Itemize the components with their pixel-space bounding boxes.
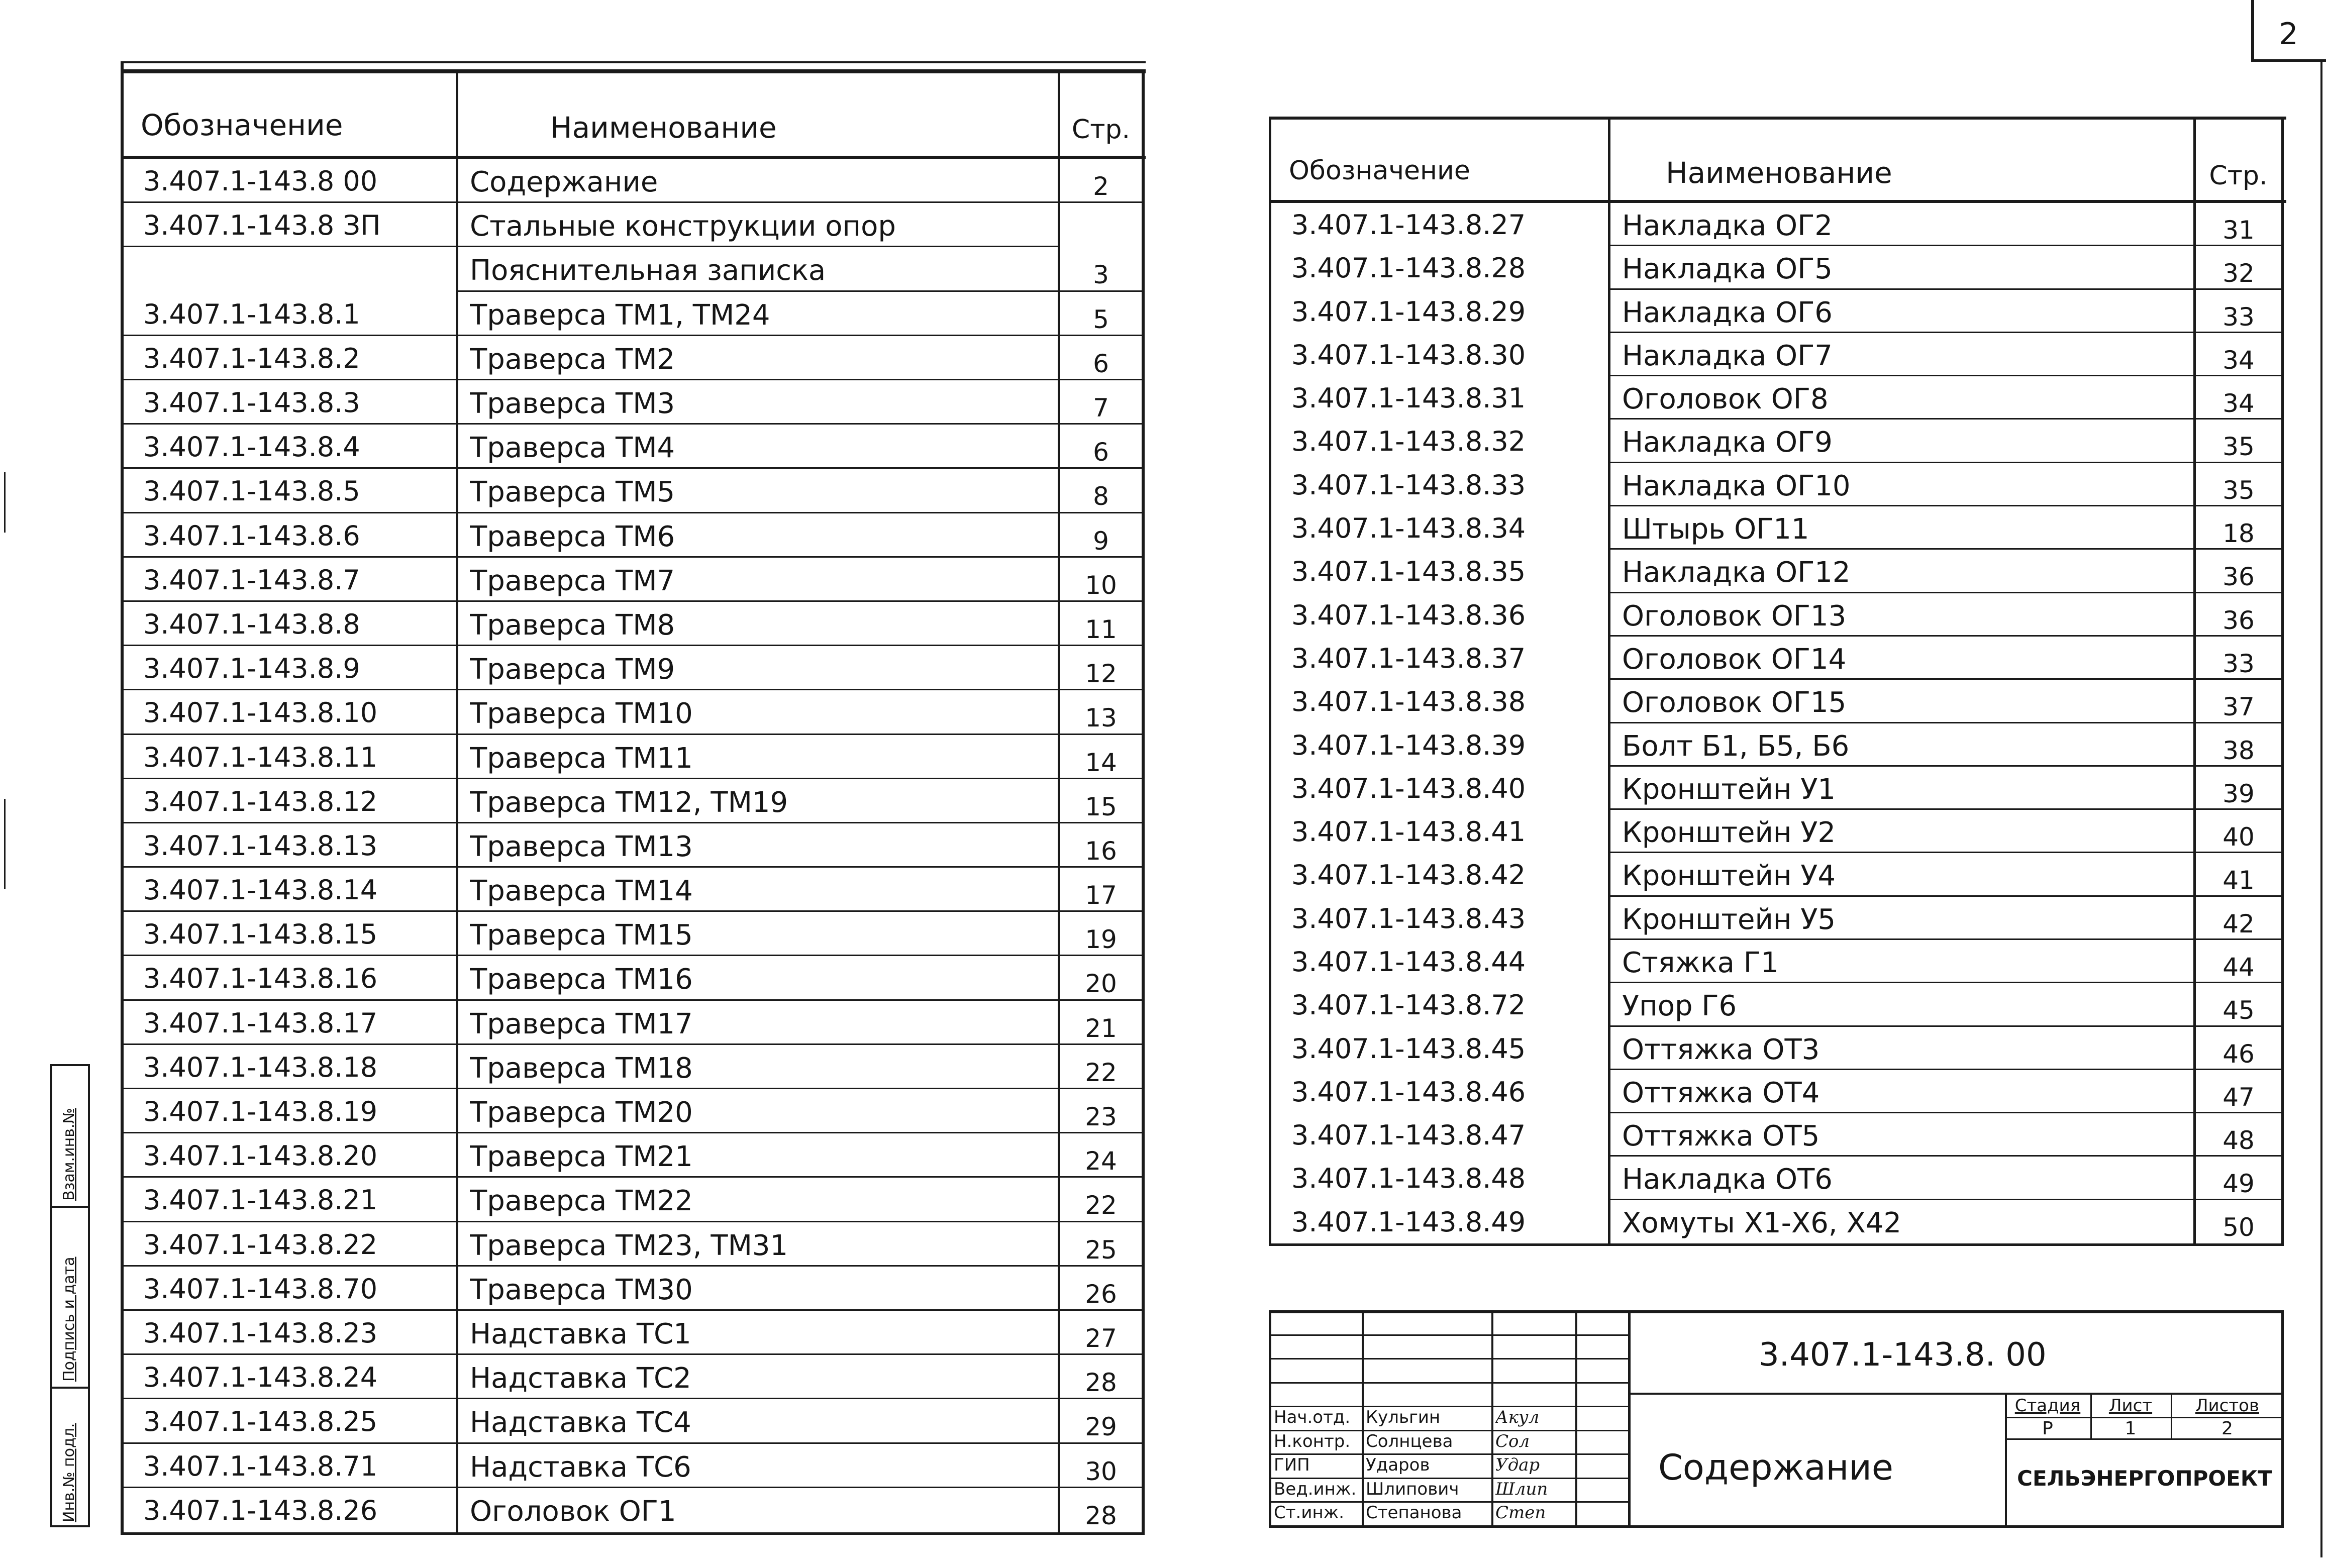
row-code: 3.407.1-143.8.71 [143, 1450, 378, 1482]
row-page: 15 [1085, 792, 1117, 821]
row-page: 46 [2222, 1039, 2255, 1069]
row-code: 3.407.1-143.8.5 [143, 475, 360, 507]
row-page: 45 [2222, 996, 2255, 1025]
row-name: Накладка ОГ5 [1622, 253, 1833, 286]
row-page: 11 [1085, 614, 1117, 644]
row-code: 3.407.1-143.8.36 [1291, 599, 1526, 631]
signer-signature: Сол [1495, 1431, 1530, 1451]
row-page: 31 [2222, 216, 2255, 245]
row-page: 32 [2222, 259, 2255, 288]
row-name: Надставка ТС6 [470, 1450, 691, 1484]
row-page: 17 [1085, 881, 1117, 910]
row-name: Траверса ТМ9 [470, 653, 675, 686]
row-page: 39 [2222, 779, 2255, 808]
row-name: Надставка ТС1 [470, 1318, 691, 1351]
row-code: 3.407.1-143.8.43 [1291, 902, 1526, 934]
row-page: 50 [2222, 1212, 2255, 1242]
row-name: Накладка ОГ2 [1622, 210, 1833, 242]
row-page: 19 [1085, 925, 1117, 955]
signer-role: Н.контр. [1274, 1431, 1351, 1451]
row-page: 8 [1093, 482, 1109, 511]
row-name: Накладка ОГ12 [1622, 556, 1851, 589]
row-code: 3.407.1-143.8.38 [1291, 686, 1526, 718]
row-page: 7 [1093, 393, 1109, 423]
row-code: 3.407.1-143.8.23 [143, 1317, 378, 1349]
row-page: 18 [2222, 519, 2255, 549]
row-name: Траверса ТМ20 [470, 1096, 693, 1129]
row-page: 9 [1093, 526, 1109, 556]
signer-name: Кульгин [1366, 1407, 1441, 1428]
row-code: 3.407.1-143.8.22 [143, 1228, 378, 1261]
row-page: 34 [2222, 345, 2255, 375]
stage-value: Р [2042, 1418, 2053, 1439]
row-code: 3.407.1-143.8.27 [1291, 209, 1526, 241]
signer-role: Ст.инж. [1274, 1503, 1345, 1523]
row-code: 3.407.1-143.8.32 [1291, 426, 1526, 458]
signer-name: Солнцева [1366, 1431, 1453, 1451]
row-page: 26 [1085, 1279, 1117, 1309]
row-code: 3.407.1-143.8.17 [143, 1007, 378, 1039]
row-code: 3.407.1-143.8.14 [143, 874, 378, 906]
row-name: Болт Б1, Б5, Б6 [1622, 729, 1850, 763]
signer-signature: Степ [1495, 1503, 1546, 1523]
row-code: 3.407.1-143.8.25 [143, 1406, 378, 1438]
row-name: Траверса ТМ5 [470, 476, 675, 509]
sheets-value: 2 [2221, 1418, 2233, 1439]
document-code: 3.407.1-143.8. 00 [1759, 1336, 2047, 1374]
row-name: Траверса ТМ30 [470, 1273, 693, 1306]
document-title: Содержание [1658, 1447, 1893, 1488]
row-name: Траверса ТМ6 [470, 520, 675, 553]
row-name: Оголовок ОГ1 [470, 1495, 676, 1528]
row-name: Накладка ОГ9 [1622, 426, 1833, 459]
row-name: Оттяжка ОТ3 [1622, 1033, 1820, 1066]
signer-signature: Акул [1495, 1407, 1540, 1428]
row-name: Траверса ТМ14 [470, 875, 693, 908]
row-name: Кронштейн У5 [1622, 903, 1836, 936]
signer-name: Шлипович [1366, 1479, 1459, 1499]
row-page: 35 [2222, 475, 2255, 505]
row-name: Траверса ТМ8 [470, 608, 675, 642]
row-page: 13 [1085, 703, 1117, 733]
row-page: 28 [1085, 1368, 1117, 1398]
row-code: 3.407.1-143.8.45 [1291, 1032, 1526, 1065]
row-name: Надставка ТС4 [470, 1406, 691, 1439]
sheet-number: 2 [2279, 17, 2298, 52]
row-code: 3.407.1-143.8.9 [143, 653, 360, 685]
row-page: 25 [1085, 1235, 1117, 1265]
row-name: Траверса ТМ13 [470, 830, 693, 863]
row-name: Траверса ТМ18 [470, 1052, 693, 1085]
row-page: 44 [2222, 952, 2255, 982]
row-name: Стяжка Г1 [1622, 946, 1779, 979]
row-page: 36 [2222, 562, 2255, 592]
signer-name: Ударов [1366, 1455, 1430, 1476]
row-code: 3.407.1-143.8.1 [143, 298, 360, 330]
row-code: 3.407.1-143.8.49 [1291, 1206, 1526, 1238]
row-name: Кронштейн У1 [1622, 773, 1836, 806]
row-name: Оголовок ОГ13 [1622, 599, 1847, 633]
row-page: 2 [1093, 172, 1109, 201]
row-page: 40 [2222, 822, 2255, 852]
side-inv-orig: Инв.№ подл. [60, 1423, 78, 1522]
organization-name: СЕЛЬЭНЕРГОПРОЕКТ [2017, 1466, 2272, 1491]
row-code: 3.407.1-143.8.44 [1291, 946, 1526, 978]
row-code: 3.407.1-143.8.16 [143, 963, 378, 995]
row-code: 3.407.1-143.8.15 [143, 918, 378, 951]
row-name: Траверса ТМ2 [470, 343, 675, 376]
row-page: 38 [2222, 736, 2255, 765]
row-code: 3.407.1-143.8.46 [1291, 1076, 1526, 1108]
right-header-code: Обозначение [1289, 156, 1470, 186]
row-code: 3.407.1-143.8.72 [1291, 989, 1526, 1021]
left-header-page: Стр. [1071, 115, 1131, 145]
sheets-label: Листов [2195, 1396, 2259, 1416]
row-name: Накладка ОТ6 [1622, 1163, 1833, 1196]
row-code: 3.407.1-143.8.3 [143, 386, 360, 419]
row-code: 3.407.1-143.8.28 [1291, 252, 1526, 284]
row-name: Оттяжка ОТ4 [1622, 1076, 1820, 1109]
row-code: 3.407.1-143.8.11 [143, 741, 378, 773]
row-name: Траверса ТМ15 [470, 919, 693, 952]
row-page: 42 [2222, 909, 2255, 938]
row-code: 3.407.1-143.8.7 [143, 564, 360, 596]
row-code: 3.407.1-143.8.48 [1291, 1163, 1526, 1195]
row-code: 3.407.1-143.8.33 [1291, 469, 1526, 501]
row-page: 24 [1085, 1146, 1117, 1176]
row-page: 22 [1085, 1191, 1117, 1220]
row-code: 3.407.1-143.8.40 [1291, 772, 1526, 804]
row-name: Оттяжка ОТ5 [1622, 1120, 1820, 1153]
row-name: Траверса ТМ22 [470, 1185, 693, 1218]
row-code: 3.407.1-143.8.19 [143, 1096, 378, 1128]
row-code: 3.407.1-143.8.39 [1291, 729, 1526, 761]
row-code: 3.407.1-143.8.31 [1291, 382, 1526, 414]
row-page: 12 [1085, 659, 1117, 689]
row-name: Траверса ТМ7 [470, 564, 675, 597]
row-page: 33 [2222, 302, 2255, 332]
row-code: 3.407.1-143.8.42 [1291, 859, 1526, 891]
row-code: 3.407.1-143.8 00 [143, 165, 378, 197]
row-page: 28 [1085, 1501, 1117, 1530]
sheet-value: 1 [2125, 1418, 2137, 1439]
row-code: 3.407.1-143.8.13 [143, 829, 378, 862]
row-name: Оголовок ОГ15 [1622, 686, 1847, 719]
row-code: 3.407.1-143.8.26 [143, 1494, 378, 1526]
row-code: 3.407.1-143.8.21 [143, 1184, 378, 1216]
row-page: 37 [2222, 692, 2255, 722]
row-name: Траверса ТМ4 [470, 432, 675, 465]
row-page: 47 [2222, 1082, 2255, 1112]
row-page: 33 [2222, 649, 2255, 678]
signer-role: ГИП [1274, 1455, 1310, 1476]
row-code: 3.407.1-143.8.12 [143, 785, 378, 817]
row-name: Стальные конструкции опор [470, 210, 896, 243]
row-page: 34 [2222, 389, 2255, 419]
row-name: Траверса ТМ1, ТМ24 [470, 298, 770, 332]
row-page: 30 [1085, 1456, 1117, 1486]
right-header-page: Стр. [2209, 161, 2268, 191]
row-name: Оголовок ОГ14 [1622, 643, 1847, 676]
row-code: 3.407.1-143.8.10 [143, 697, 378, 729]
row-page: 36 [2222, 605, 2255, 635]
row-code: 3.407.1-143.8.29 [1291, 295, 1526, 328]
signer-signature: Удар [1495, 1455, 1540, 1476]
row-name: Накладка ОГ6 [1622, 296, 1833, 329]
row-page: 27 [1085, 1324, 1117, 1353]
row-name: Кронштейн У4 [1622, 860, 1836, 893]
row-name: Упор Г6 [1622, 990, 1737, 1023]
row-name: Накладка ОГ7 [1622, 339, 1833, 372]
row-code: 3.407.1-143.8 ЗП [143, 210, 381, 242]
row-name: Траверса ТМ16 [470, 963, 693, 996]
row-name: Содержание [470, 166, 658, 198]
row-name: Траверса ТМ3 [470, 387, 675, 420]
row-code: 3.407.1-143.8.35 [1291, 556, 1526, 588]
sheet-label: Лист [2108, 1396, 2153, 1416]
row-page: 35 [2222, 432, 2255, 462]
row-name: Хомуты Х1-Х6, Х42 [1622, 1206, 1902, 1239]
row-code: 3.407.1-143.8.20 [143, 1140, 378, 1172]
side-stamp [0, 0, 121, 1568]
signer-role: Вед.инж. [1274, 1479, 1357, 1499]
row-page: 6 [1093, 349, 1109, 378]
row-page: 14 [1085, 748, 1117, 777]
row-code: 3.407.1-143.8.47 [1291, 1119, 1526, 1152]
row-page: 23 [1085, 1102, 1117, 1132]
row-code: 3.407.1-143.8.24 [143, 1362, 378, 1394]
row-page: 41 [2222, 866, 2255, 895]
row-name: Штырь ОГ11 [1622, 513, 1809, 546]
row-name: Пояснительная записка [470, 254, 826, 287]
row-code: 3.407.1-143.8.4 [143, 431, 360, 463]
row-page: 49 [2222, 1169, 2255, 1199]
row-code: 3.407.1-143.8.41 [1291, 816, 1526, 848]
row-page: 10 [1085, 570, 1117, 600]
left-header-name: Наименование [550, 111, 777, 145]
stage-label: Стадия [2014, 1396, 2081, 1416]
row-name: Надставка ТС2 [470, 1362, 691, 1395]
left-header-code: Обозначение [141, 108, 343, 142]
row-name: Кронштейн У2 [1622, 816, 1836, 850]
row-page: 6 [1093, 438, 1109, 467]
row-page: 3 [1093, 260, 1109, 290]
row-name: Накладка ОГ10 [1622, 469, 1851, 502]
row-page: 29 [1085, 1412, 1117, 1442]
row-name: Траверса ТМ10 [470, 697, 693, 730]
row-page: 22 [1085, 1058, 1117, 1087]
row-page: 48 [2222, 1126, 2255, 1156]
row-name: Траверса ТМ12, ТМ19 [470, 786, 788, 819]
row-code: 3.407.1-143.8.2 [143, 342, 360, 374]
row-code: 3.407.1-143.8.30 [1291, 339, 1526, 371]
row-name: Траверса ТМ11 [470, 742, 693, 775]
row-code: 3.407.1-143.8.8 [143, 608, 360, 640]
side-sign-date: Подпись и дата [60, 1257, 78, 1382]
signer-role: Нач.отд. [1274, 1407, 1351, 1428]
row-page: 20 [1085, 969, 1117, 999]
side-inv-replace: Взам.инв.№ [60, 1108, 78, 1201]
row-page: 21 [1085, 1013, 1117, 1043]
row-code: 3.407.1-143.8.70 [143, 1273, 378, 1305]
signer-signature: Шлип [1495, 1479, 1548, 1499]
row-name: Траверса ТМ17 [470, 1007, 693, 1040]
row-name: Траверса ТМ23, ТМ31 [470, 1229, 788, 1262]
row-name: Оголовок ОГ8 [1622, 383, 1829, 416]
row-name: Траверса ТМ21 [470, 1140, 693, 1174]
row-code: 3.407.1-143.8.34 [1291, 512, 1526, 545]
right-header-name: Наименование [1666, 156, 1892, 190]
row-page: 5 [1093, 304, 1109, 334]
row-code: 3.407.1-143.8.18 [143, 1051, 378, 1083]
row-code: 3.407.1-143.8.6 [143, 519, 360, 552]
signer-name: Степанова [1366, 1503, 1462, 1523]
row-page: 16 [1085, 836, 1117, 866]
row-code: 3.407.1-143.8.37 [1291, 642, 1526, 674]
